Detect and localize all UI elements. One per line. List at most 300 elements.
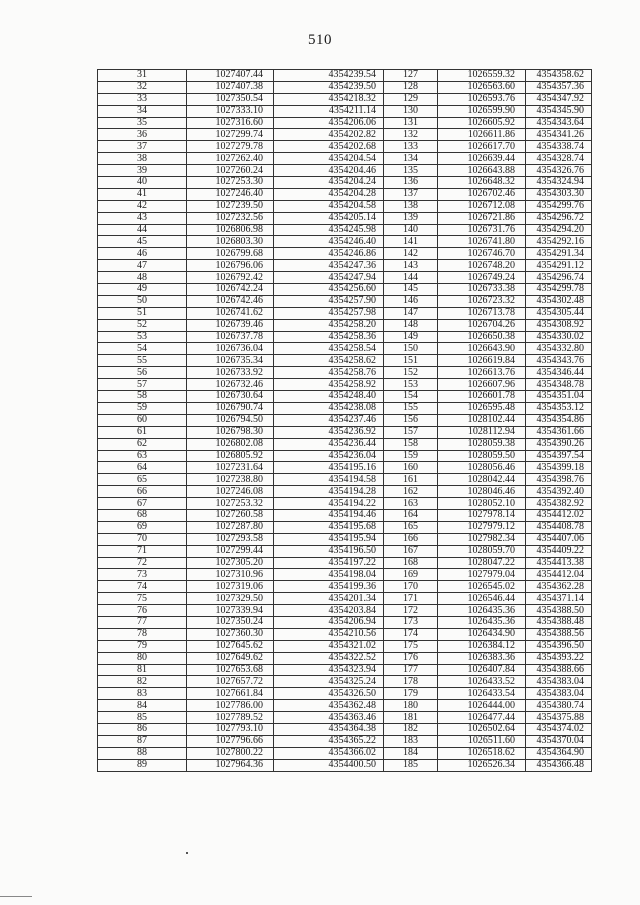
point-number-cell: 136 [384,177,438,189]
point-number-cell: 128 [384,81,438,93]
point-number-cell: 58 [98,391,187,403]
x-coordinate-cell: 1027978.14 [438,509,526,521]
x-coordinate-cell: 1026741.62 [187,307,274,319]
table-row [98,367,592,379]
y-coordinate-cell: 4354366.48 [526,759,592,771]
point-number-cell: 150 [384,343,438,355]
y-coordinate-cell: 4354257.90 [274,295,384,307]
table-row [98,628,592,640]
x-coordinate-cell: 1026613.76 [438,367,526,379]
y-coordinate-cell: 4354195.68 [274,521,384,533]
x-coordinate-cell: 1026806.98 [187,224,274,236]
y-coordinate-cell: 4354343.76 [526,355,592,367]
point-number-cell: 141 [384,236,438,248]
point-number-cell: 164 [384,509,438,521]
point-number-cell: 43 [98,212,187,224]
y-coordinate-cell: 4354393.22 [526,652,592,664]
x-coordinate-cell: 1027232.56 [187,212,274,224]
point-number-cell: 165 [384,521,438,533]
point-number-cell: 86 [98,723,187,735]
page-number: 510 [308,32,332,48]
x-coordinate-cell: 1026798.30 [187,426,274,438]
table-row [98,569,592,581]
y-coordinate-cell: 4354237.46 [274,414,384,426]
table-row [98,723,592,735]
y-coordinate-cell: 4354302.48 [526,295,592,307]
table-row [98,521,592,533]
y-coordinate-cell: 4354370.04 [526,735,592,747]
x-coordinate-cell: 1026790.74 [187,402,274,414]
table-row [98,676,592,688]
y-coordinate-cell: 4354245.98 [274,224,384,236]
point-number-cell: 64 [98,462,187,474]
x-coordinate-cell: 1027246.40 [187,188,274,200]
point-number-cell: 172 [384,605,438,617]
table-row [98,188,592,200]
table-row [98,236,592,248]
point-number-cell: 87 [98,735,187,747]
point-number-cell: 161 [384,474,438,486]
point-number-cell: 163 [384,498,438,510]
x-coordinate-cell: 1027653.68 [187,664,274,676]
point-number-cell: 63 [98,450,187,462]
x-coordinate-cell: 1026526.34 [438,759,526,771]
point-number-cell: 62 [98,438,187,450]
x-coordinate-cell: 1026749.24 [438,272,526,284]
table-row [98,331,592,343]
x-coordinate-cell: 1028047.22 [438,557,526,569]
point-number-cell: 46 [98,248,187,260]
point-number-cell: 127 [384,70,438,82]
y-coordinate-cell: 4354194.22 [274,498,384,510]
y-coordinate-cell: 4354412.02 [526,509,592,521]
point-number-cell: 83 [98,688,187,700]
y-coordinate-cell: 4354398.76 [526,474,592,486]
y-coordinate-cell: 4354322.52 [274,652,384,664]
table-row [98,414,592,426]
point-number-cell: 67 [98,498,187,510]
y-coordinate-cell: 4354383.04 [526,676,592,688]
table-row [98,391,592,403]
y-coordinate-cell: 4354246.86 [274,248,384,260]
y-coordinate-cell: 4354247.36 [274,260,384,272]
y-coordinate-cell: 4354388.50 [526,605,592,617]
x-coordinate-cell: 1026477.44 [438,712,526,724]
y-coordinate-cell: 4354338.74 [526,141,592,153]
x-coordinate-cell: 1026545.02 [438,581,526,593]
point-number-cell: 167 [384,545,438,557]
y-coordinate-cell: 4354357.36 [526,81,592,93]
x-coordinate-cell: 1027253.30 [187,177,274,189]
y-coordinate-cell: 4354197.22 [274,557,384,569]
y-coordinate-cell: 4354308.92 [526,319,592,331]
point-number-cell: 69 [98,521,187,533]
table-row [98,688,592,700]
y-coordinate-cell: 4354351.04 [526,391,592,403]
y-coordinate-cell: 4354348.78 [526,379,592,391]
point-number-cell: 79 [98,640,187,652]
y-coordinate-cell: 4354206.06 [274,117,384,129]
point-number-cell: 159 [384,450,438,462]
table-row [98,117,592,129]
point-number-cell: 84 [98,700,187,712]
point-number-cell: 85 [98,712,187,724]
point-number-cell: 152 [384,367,438,379]
x-coordinate-cell: 1027661.84 [187,688,274,700]
x-coordinate-cell: 1026736.04 [187,343,274,355]
point-number-cell: 81 [98,664,187,676]
point-number-cell: 185 [384,759,438,771]
x-coordinate-cell: 1026435.36 [438,616,526,628]
y-coordinate-cell: 4354326.50 [274,688,384,700]
x-coordinate-cell: 1026737.78 [187,331,274,343]
y-coordinate-cell: 4354299.76 [526,200,592,212]
y-coordinate-cell: 4354195.16 [274,462,384,474]
y-coordinate-cell: 4354196.50 [274,545,384,557]
point-number-cell: 160 [384,462,438,474]
y-coordinate-cell: 4354291.34 [526,248,592,260]
y-coordinate-cell: 4354328.74 [526,153,592,165]
x-coordinate-cell: 1026601.78 [438,391,526,403]
x-coordinate-cell: 1026796.06 [187,260,274,272]
point-number-cell: 184 [384,747,438,759]
point-number-cell: 177 [384,664,438,676]
table-row [98,605,592,617]
x-coordinate-cell: 1027407.44 [187,70,274,82]
y-coordinate-cell: 4354247.94 [274,272,384,284]
x-coordinate-cell: 1026803.30 [187,236,274,248]
y-coordinate-cell: 4354375.88 [526,712,592,724]
x-coordinate-cell: 1026723.32 [438,295,526,307]
x-coordinate-cell: 1028046.46 [438,486,526,498]
table-row [98,593,592,605]
point-number-cell: 148 [384,319,438,331]
x-coordinate-cell: 1027350.54 [187,93,274,105]
x-coordinate-cell: 1027649.62 [187,652,274,664]
point-number-cell: 133 [384,141,438,153]
x-coordinate-cell: 1026595.48 [438,402,526,414]
y-coordinate-cell: 4354210.56 [274,628,384,640]
point-number-cell: 157 [384,426,438,438]
y-coordinate-cell: 4354412.04 [526,569,592,581]
y-coordinate-cell: 4354248.40 [274,391,384,403]
y-coordinate-cell: 4354407.06 [526,533,592,545]
point-number-cell: 72 [98,557,187,569]
x-coordinate-cell: 1027360.30 [187,628,274,640]
y-coordinate-cell: 4354321.02 [274,640,384,652]
x-coordinate-cell: 1027964.36 [187,759,274,771]
point-number-cell: 149 [384,331,438,343]
y-coordinate-cell: 4354303.30 [526,188,592,200]
x-coordinate-cell: 1026563.60 [438,81,526,93]
y-coordinate-cell: 4354371.14 [526,593,592,605]
x-coordinate-cell: 1026611.86 [438,129,526,141]
y-coordinate-cell: 4354358.62 [526,70,592,82]
y-coordinate-cell: 4354194.46 [274,509,384,521]
x-coordinate-cell: 1026444.00 [438,700,526,712]
point-number-cell: 140 [384,224,438,236]
x-coordinate-cell: 1026433.54 [438,688,526,700]
x-coordinate-cell: 1027982.34 [438,533,526,545]
x-coordinate-cell: 1026546.44 [438,593,526,605]
y-coordinate-cell: 4354388.48 [526,616,592,628]
point-number-cell: 61 [98,426,187,438]
x-coordinate-cell: 1026518.62 [438,747,526,759]
x-coordinate-cell: 1026648.32 [438,177,526,189]
x-coordinate-cell: 1026713.78 [438,307,526,319]
x-coordinate-cell: 1027657.72 [187,676,274,688]
table-row [98,545,592,557]
table-row [98,426,592,438]
point-number-cell: 36 [98,129,187,141]
x-coordinate-cell: 1026732.46 [187,379,274,391]
table-row [98,284,592,296]
x-coordinate-cell: 1026731.76 [438,224,526,236]
y-coordinate-cell: 4354347.92 [526,93,592,105]
point-number-cell: 80 [98,652,187,664]
y-coordinate-cell: 4354257.98 [274,307,384,319]
y-coordinate-cell: 4354413.38 [526,557,592,569]
point-number-cell: 60 [98,414,187,426]
table-row [98,652,592,664]
point-number-cell: 34 [98,105,187,117]
x-coordinate-cell: 1026733.38 [438,284,526,296]
y-coordinate-cell: 4354204.28 [274,188,384,200]
x-coordinate-cell: 1027260.24 [187,165,274,177]
table-row [98,319,592,331]
y-coordinate-cell: 4354392.40 [526,486,592,498]
point-number-cell: 66 [98,486,187,498]
x-coordinate-cell: 1028052.10 [438,498,526,510]
point-number-cell: 40 [98,177,187,189]
point-number-cell: 176 [384,652,438,664]
x-coordinate-cell: 1027316.60 [187,117,274,129]
table-row [98,295,592,307]
point-number-cell: 88 [98,747,187,759]
point-number-cell: 37 [98,141,187,153]
point-number-cell: 73 [98,569,187,581]
table-row [98,759,592,771]
table-row [98,438,592,450]
point-number-cell: 151 [384,355,438,367]
x-coordinate-cell: 1028059.50 [438,450,526,462]
point-number-cell: 33 [98,93,187,105]
y-coordinate-cell: 4354374.02 [526,723,592,735]
x-coordinate-cell: 1027333.10 [187,105,274,117]
point-number-cell: 51 [98,307,187,319]
point-number-cell: 154 [384,391,438,403]
y-coordinate-cell: 4354343.64 [526,117,592,129]
y-coordinate-cell: 4354399.18 [526,462,592,474]
point-number-cell: 56 [98,367,187,379]
point-number-cell: 183 [384,735,438,747]
x-coordinate-cell: 1026805.92 [187,450,274,462]
y-coordinate-cell: 4354198.04 [274,569,384,581]
table-row [98,248,592,260]
point-number-cell: 135 [384,165,438,177]
y-coordinate-cell: 4354353.12 [526,402,592,414]
point-number-cell: 48 [98,272,187,284]
x-coordinate-cell: 1026748.20 [438,260,526,272]
x-coordinate-cell: 1026802.08 [187,438,274,450]
point-number-cell: 169 [384,569,438,581]
point-number-cell: 68 [98,509,187,521]
point-number-cell: 168 [384,557,438,569]
x-coordinate-cell: 1027310.96 [187,569,274,581]
y-coordinate-cell: 4354397.54 [526,450,592,462]
point-number-cell: 142 [384,248,438,260]
y-coordinate-cell: 4354201.34 [274,593,384,605]
x-coordinate-cell: 1026643.90 [438,343,526,355]
point-number-cell: 74 [98,581,187,593]
y-coordinate-cell: 4354211.14 [274,105,384,117]
point-number-cell: 174 [384,628,438,640]
x-coordinate-cell: 1026407.84 [438,664,526,676]
x-coordinate-cell: 1026383.36 [438,652,526,664]
x-coordinate-cell: 1027238.80 [187,474,274,486]
x-coordinate-cell: 1027789.52 [187,712,274,724]
table-row [98,93,592,105]
point-number-cell: 76 [98,605,187,617]
table-row [98,81,592,93]
y-coordinate-cell: 4354383.04 [526,688,592,700]
table-row [98,557,592,569]
x-coordinate-cell: 1026599.90 [438,105,526,117]
table-row [98,129,592,141]
point-number-cell: 54 [98,343,187,355]
y-coordinate-cell: 4354258.20 [274,319,384,331]
table-row [98,664,592,676]
coordinates-table [97,69,592,772]
point-number-cell: 173 [384,616,438,628]
point-number-cell: 65 [98,474,187,486]
point-number-cell: 166 [384,533,438,545]
point-number-cell: 77 [98,616,187,628]
point-number-cell: 75 [98,593,187,605]
y-coordinate-cell: 4354204.58 [274,200,384,212]
x-coordinate-cell: 1026433.52 [438,676,526,688]
x-coordinate-cell: 1026742.46 [187,295,274,307]
point-number-cell: 31 [98,70,187,82]
x-coordinate-cell: 1026593.76 [438,93,526,105]
y-coordinate-cell: 4354400.50 [274,759,384,771]
x-coordinate-cell: 1026702.46 [438,188,526,200]
x-coordinate-cell: 1026384.12 [438,640,526,652]
y-coordinate-cell: 4354382.92 [526,498,592,510]
point-number-cell: 47 [98,260,187,272]
x-coordinate-cell: 1027350.24 [187,616,274,628]
x-coordinate-cell: 1026434.90 [438,628,526,640]
x-coordinate-cell: 1028112.94 [438,426,526,438]
point-number-cell: 182 [384,723,438,735]
x-coordinate-cell: 1027796.66 [187,735,274,747]
x-coordinate-cell: 1026607.96 [438,379,526,391]
y-coordinate-cell: 4354396.50 [526,640,592,652]
y-coordinate-cell: 4354409.22 [526,545,592,557]
y-coordinate-cell: 4354258.54 [274,343,384,355]
point-number-cell: 52 [98,319,187,331]
y-coordinate-cell: 4354202.68 [274,141,384,153]
table-row [98,260,592,272]
table-row [98,105,592,117]
table-row [98,640,592,652]
point-number-cell: 71 [98,545,187,557]
table-row [98,200,592,212]
table-row [98,165,592,177]
x-coordinate-cell: 1026502.64 [438,723,526,735]
point-number-cell: 32 [98,81,187,93]
x-coordinate-cell: 1027279.78 [187,141,274,153]
point-number-cell: 137 [384,188,438,200]
y-coordinate-cell: 4354291.12 [526,260,592,272]
table-row [98,700,592,712]
y-coordinate-cell: 4354199.36 [274,581,384,593]
table-row [98,141,592,153]
point-number-cell: 132 [384,129,438,141]
table-row [98,712,592,724]
y-coordinate-cell: 4354195.94 [274,533,384,545]
y-coordinate-cell: 4354194.58 [274,474,384,486]
x-coordinate-cell: 1027262.40 [187,153,274,165]
point-number-cell: 158 [384,438,438,450]
x-coordinate-cell: 1027299.74 [187,129,274,141]
x-coordinate-cell: 1028059.38 [438,438,526,450]
table-row [98,177,592,189]
x-coordinate-cell: 1026799.68 [187,248,274,260]
y-coordinate-cell: 4354388.56 [526,628,592,640]
point-number-cell: 134 [384,153,438,165]
table-row [98,747,592,759]
table-row [98,474,592,486]
point-number-cell: 162 [384,486,438,498]
y-coordinate-cell: 4354323.94 [274,664,384,676]
y-coordinate-cell: 4354204.46 [274,165,384,177]
x-coordinate-cell: 1027800.22 [187,747,274,759]
x-coordinate-cell: 1027239.50 [187,200,274,212]
x-coordinate-cell: 1028042.44 [438,474,526,486]
y-coordinate-cell: 4354194.28 [274,486,384,498]
table-row [98,224,592,236]
x-coordinate-cell: 1026639.44 [438,153,526,165]
point-number-cell: 143 [384,260,438,272]
y-coordinate-cell: 4354299.78 [526,284,592,296]
y-coordinate-cell: 4354361.66 [526,426,592,438]
point-number-cell: 45 [98,236,187,248]
x-coordinate-cell: 1026511.60 [438,735,526,747]
x-coordinate-cell: 1026619.84 [438,355,526,367]
x-coordinate-cell: 1026605.92 [438,117,526,129]
x-coordinate-cell: 1026435.36 [438,605,526,617]
y-coordinate-cell: 4354345.90 [526,105,592,117]
y-coordinate-cell: 4354366.02 [274,747,384,759]
x-coordinate-cell: 1026792.42 [187,272,274,284]
y-coordinate-cell: 4354364.90 [526,747,592,759]
point-number-cell: 171 [384,593,438,605]
x-coordinate-cell: 1026712.08 [438,200,526,212]
x-coordinate-cell: 1027329.50 [187,593,274,605]
y-coordinate-cell: 4354239.54 [274,70,384,82]
table-row [98,509,592,521]
y-coordinate-cell: 4354325.24 [274,676,384,688]
point-number-cell: 156 [384,414,438,426]
x-coordinate-cell: 1027305.20 [187,557,274,569]
y-coordinate-cell: 4354258.92 [274,379,384,391]
y-coordinate-cell: 4354256.60 [274,284,384,296]
x-coordinate-cell: 1028059.70 [438,545,526,557]
x-coordinate-cell: 1026742.24 [187,284,274,296]
x-coordinate-cell: 1026741.80 [438,236,526,248]
y-coordinate-cell: 4354362.48 [274,700,384,712]
